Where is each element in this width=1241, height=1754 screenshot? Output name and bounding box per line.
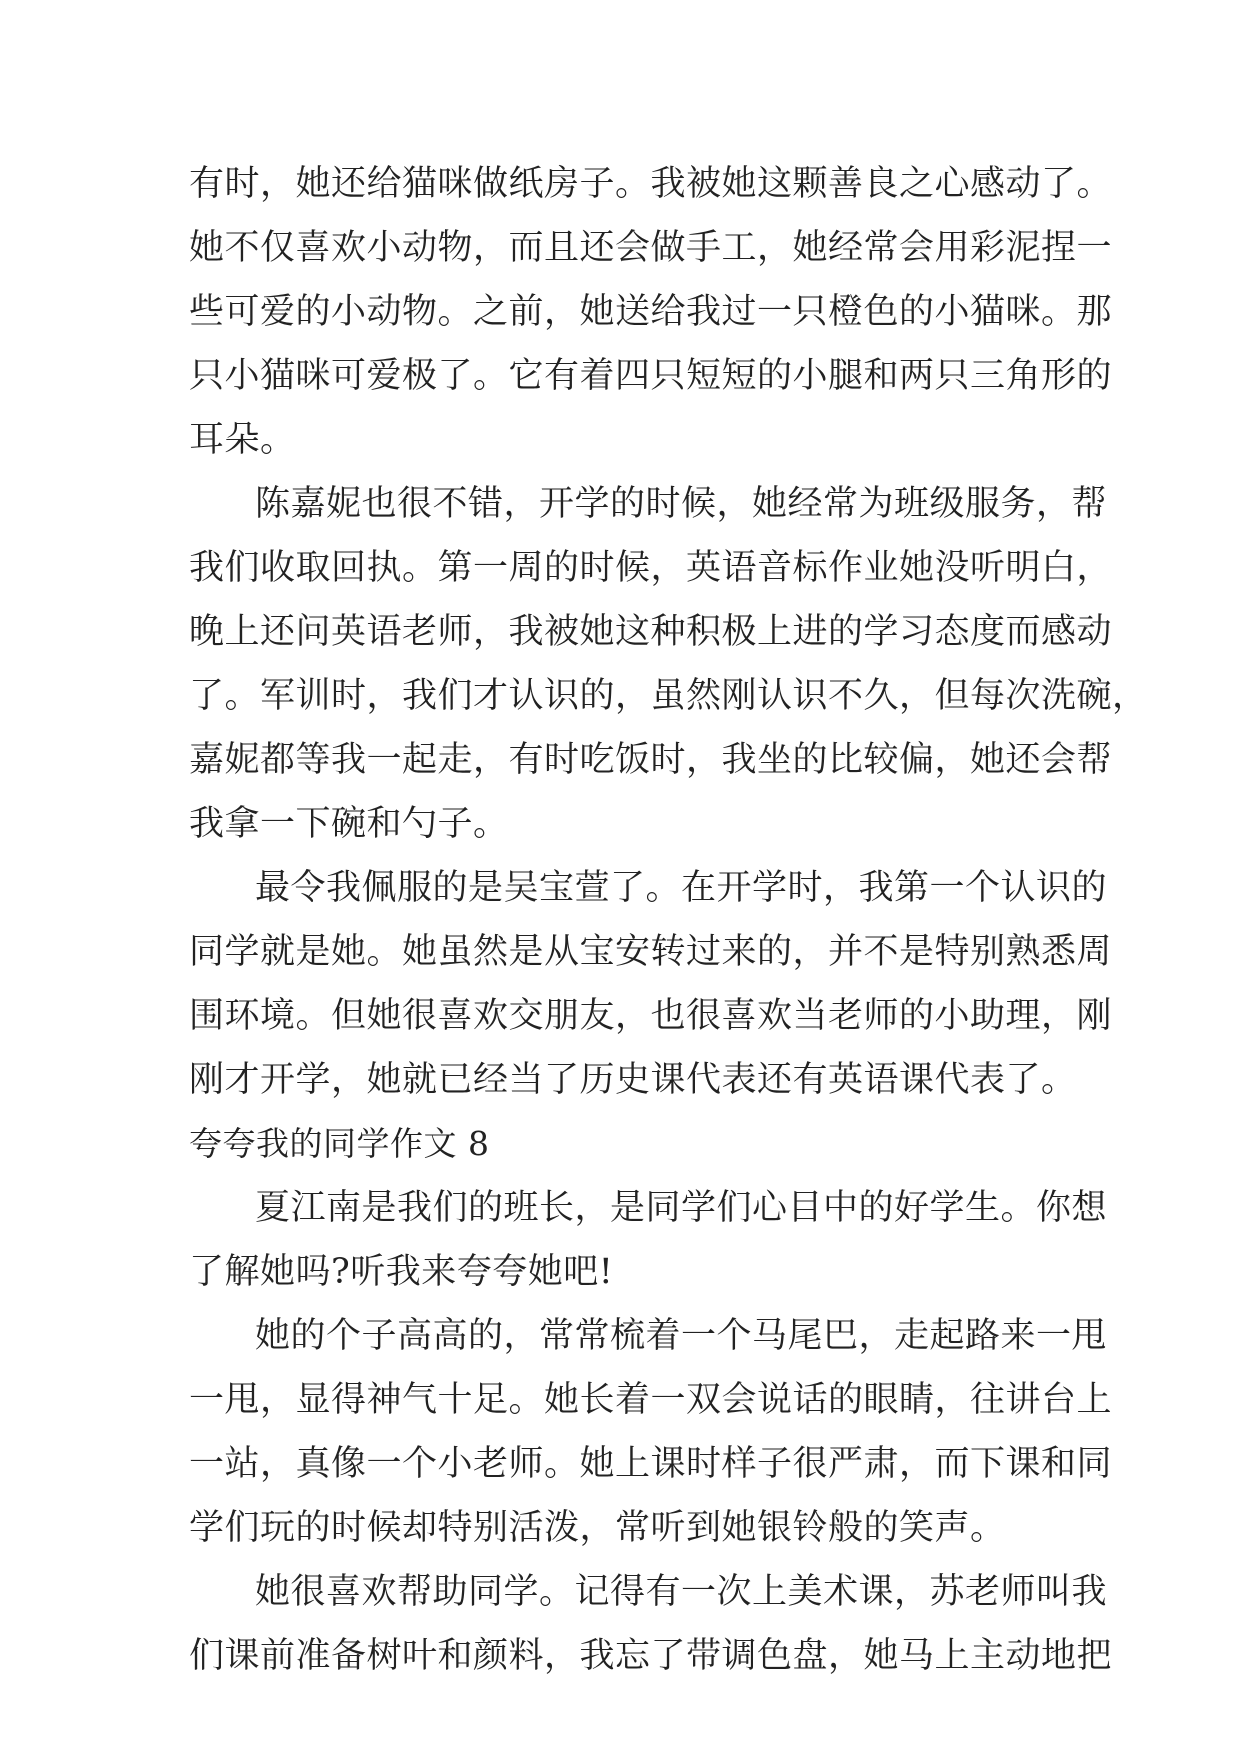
text-line: 她不仅喜欢小动物，而且还会做手工，她经常会用彩泥捏一 — [189, 228, 1113, 268]
document-body — [189, 152, 1148, 1688]
text-line: 她的个子高高的，常常梳着一个马尾巴，走起路来一甩 — [255, 1316, 1108, 1356]
section-heading: 夸夸我的同学作文 8 — [189, 1124, 490, 1163]
text-line: 些可爱的小动物。之前，她送给我过一只橙色的小猫咪。那 — [189, 292, 1113, 332]
text-line: 们课前准备树叶和颜料，我忘了带调色盘，她马上主动地把 — [189, 1636, 1113, 1676]
text-line: 一站，真像一个小老师。她上课时样子很严肃，而下课和同 — [189, 1444, 1113, 1484]
text-line: 陈嘉妮也很不错，开学的时候，她经常为班级服务，帮 — [255, 484, 1108, 524]
text-line: 我们收取回执。第一周的时候，英语音标作业她没听明白， — [189, 548, 1113, 588]
text-line: 最令我佩服的是吴宝萱了。在开学时，我第一个认识的 — [255, 868, 1108, 908]
text-line: 嘉妮都等我一起走，有时吃饭时，我坐的比较偏，她还会帮 — [189, 740, 1113, 780]
text-line: 有时，她还给猫咪做纸房子。我被她这颗善良之心感动了。 — [189, 164, 1113, 204]
text-line: 同学就是她。她虽然是从宝安转过来的，并不是特别熟悉周 — [189, 932, 1113, 972]
paragraph-2 — [189, 472, 1148, 856]
text-line: 夏江南是我们的班长，是同学们心目中的好学生。你想 — [255, 1188, 1108, 1228]
text-line: 我拿一下碗和勺子。 — [189, 804, 509, 844]
text-line: 只小猫咪可爱极了。它有着四只短短的小腿和两只三角形的 — [189, 356, 1113, 396]
text-line: 一甩，显得神气十足。她长着一双会说话的眼睛，往讲台上 — [189, 1380, 1113, 1420]
text-line: 耳朵。 — [189, 420, 296, 460]
paragraph-3 — [189, 856, 1113, 1112]
text-line: 她很喜欢帮助同学。记得有一次上美术课，苏老师叫我 — [255, 1572, 1108, 1612]
text-line: 了解她吗?听我来夸夸她吧! — [189, 1252, 614, 1292]
paragraph-6 — [189, 1560, 1113, 1688]
text-line: 刚才开学，她就已经当了历史课代表还有英语课代表了。 — [189, 1060, 1077, 1100]
paragraph-4 — [189, 1176, 1108, 1304]
text-line: 学们玩的时候却特别活泼，常听到她银铃般的笑声。 — [189, 1508, 1006, 1548]
text-line: 晚上还问英语老师，我被她这种积极上进的学习态度而感动 — [189, 612, 1113, 652]
paragraph-5 — [189, 1304, 1113, 1560]
text-line: 围环境。但她很喜欢交朋友，也很喜欢当老师的小助理，刚 — [189, 996, 1113, 1036]
text-line: 了。军训时，我们才认识的，虽然刚认识不久，但每次洗碗， — [189, 676, 1148, 716]
paragraph-1 — [189, 152, 1113, 472]
